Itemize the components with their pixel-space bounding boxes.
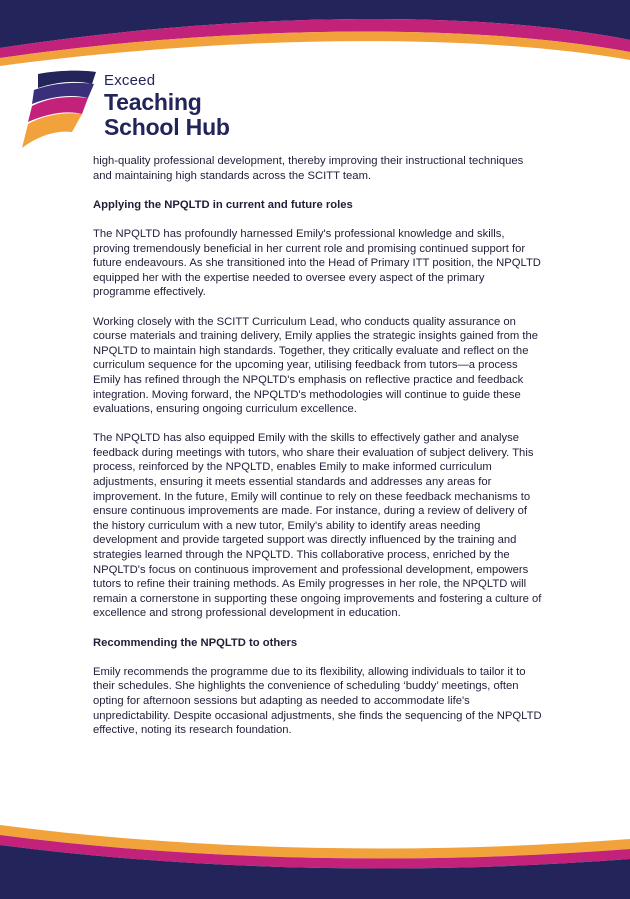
paragraph-2: Working closely with the SCITT Curriculum Lead, who conducts quality assurance on course materials and training delivery, Emily applies the strategic insights gained from the NPQLTD to maintain high standards. Together, they critically evaluate and reflect on the curriculum sequence for the upcoming year, utilising feedback from tutors—a process Emily has refined through the NPQLTD's emphasis on reflective practice and feedback integration. Moving forward, the NPQLTD's methodologies will continue to guide these evaluations, ensuring ongoing curriculum excellence. — [93, 315, 539, 416]
intro-paragraph: high-quality professional development, thereby improving their instructional techniques and maintaining high standards across the SCITT team. — [93, 155, 524, 182]
logo-line-exceed: Exceed — [104, 72, 156, 89]
paragraph-4: Emily recommends the programme due to its flexibility, allowing individuals to tailor it to their schedules. She highlights the convenience of scheduling ‘buddy’ meetings, often opting for afternoon sessions but adapting as needed to accommodate life's unpredictability. Despite occasional adjustments, she finds the sequencing of the NPQLTD effective, noting its research foundation. — [93, 665, 542, 737]
logo-line-teaching: Teaching — [104, 89, 202, 115]
logo-line-school-hub: School Hub — [104, 114, 230, 140]
paragraph-3: The NPQLTD has also equipped Emily with the skills to effectively gather and analyse feedback during meetings with tutors, who share their evaluation of subject delivery. This process, reinforced by the NPQLTD, enables Emily to make informed curriculum adjustments, ensuring it meets essential standards and addresses any areas for improvement. In the future, Emily will continue to rely on these feedback mechanisms to ensure continuous improvements are made. For instance, during a review of delivery of the history curriculum with a new tutor, Emily's ability to identify areas needing development and provide targeted support was directly influenced by the training and strategies learned through the NPQLTD. This collaborative process, enriched by the NPQLTD's focus on continuous improvement and professional development, empowers tutors to refine their training methods. As Emily progresses in her role, the NPQLTD will remain a cornerstone in supporting these ongoing improvements and fostering a culture of excellence and strong professional development in education. — [93, 432, 542, 620]
ribbon-logo-icon — [16, 68, 106, 158]
footer-wave-decoration — [0, 819, 630, 899]
document-body — [93, 154, 543, 752]
section-heading-applying: Applying the NPQLTD in current and future roles — [93, 198, 353, 211]
section-heading-recommending: Recommending the NPQLTD to others — [93, 636, 298, 649]
paragraph-1: The NPQLTD has profoundly harnessed Emily's professional knowledge and skills, proving tremendously beneficial in her current role and promising continued support for future endeavours. As she transitioned into the Head of Primary ITT position, the NPQLTD equipped her with the expertise needed to oversee every aspect of the primary programme effectively. — [93, 227, 541, 299]
header-wave-decoration — [0, 0, 630, 75]
exceed-logo — [16, 68, 236, 158]
